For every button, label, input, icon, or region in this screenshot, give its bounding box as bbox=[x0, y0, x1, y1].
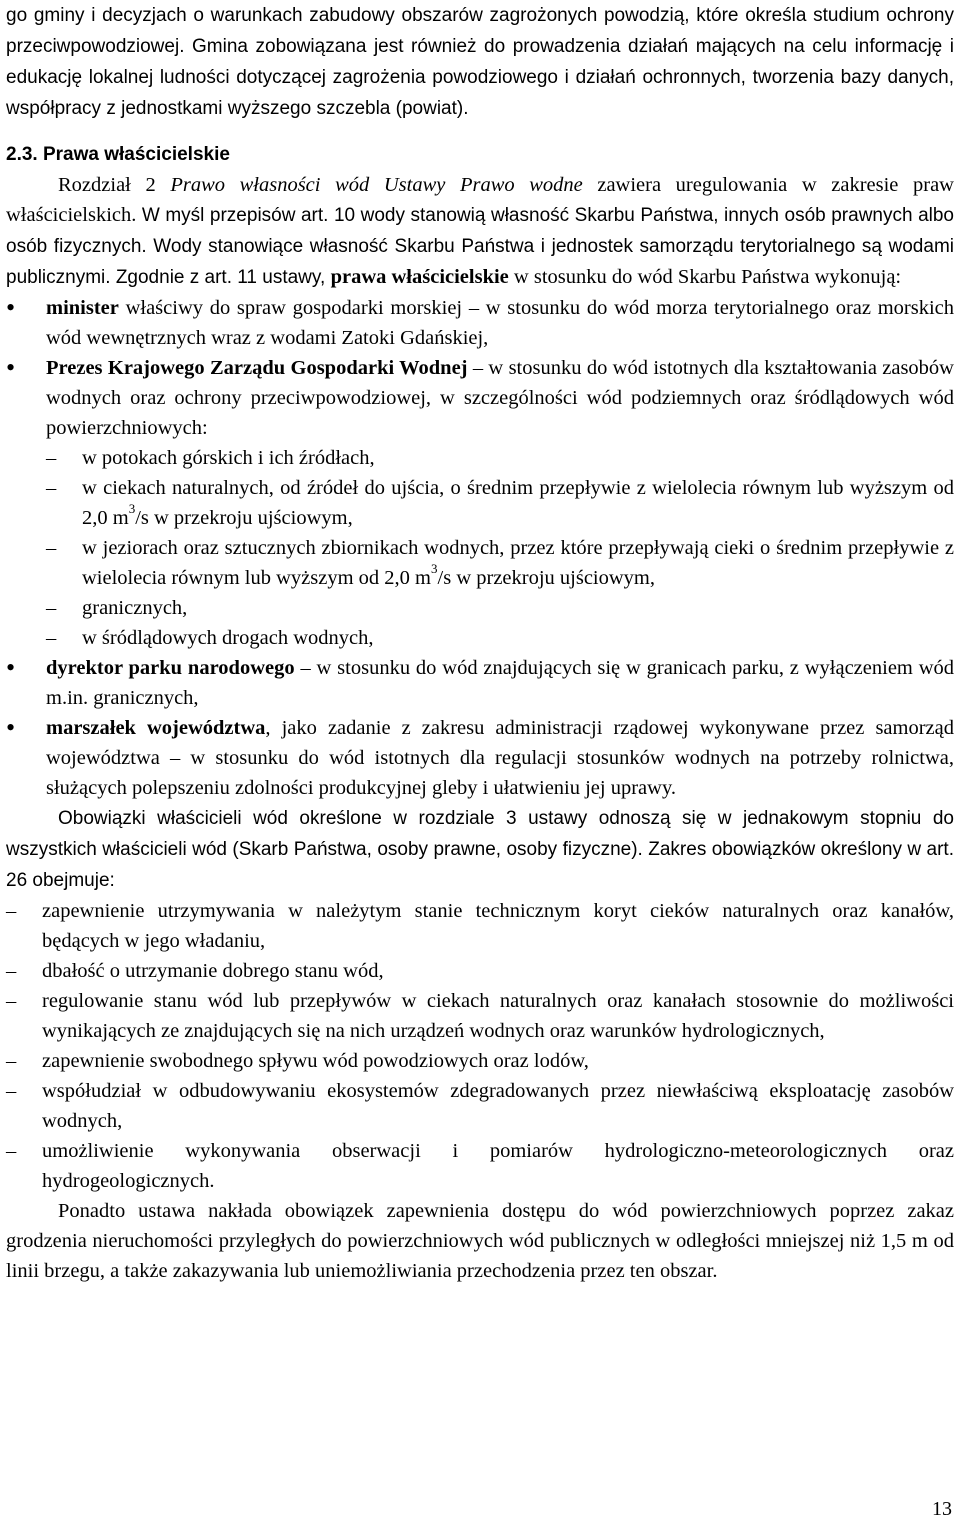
holder-name: dyrektor parku narodowego bbox=[46, 657, 295, 679]
document-body bbox=[6, 0, 954, 1286]
list-item bbox=[46, 533, 954, 593]
prezes-sublist bbox=[46, 443, 954, 653]
obligations-text-1: Obowiązki właścicieli wód określone w rozdziale 3 ustawy odnoszą się w jednakowym stopniu do wszystkich właścicieli wód (Skarb Państwa, osoby prawne, osoby fizyczne). bbox=[6, 808, 954, 860]
list-item: – zapewnienie utrzymywania w należytym stanie technicznym koryt cieków naturalnych oraz kanałów, będących w jego władaniu, bbox=[6, 896, 954, 956]
rights-intro-bold: prawa właścicielskie bbox=[330, 266, 509, 288]
list-item: – zapewnienie swobodnego spływu wód powodziowych oraz lodów, bbox=[6, 1046, 954, 1076]
holder-scope: właściwy do spraw gospodarki morskiej – w stosunku do wód morza terytorialnego oraz morskich wód wewnętrznych wraz z wodami Zatoki Gdańskiej, bbox=[46, 297, 954, 349]
sub-text: w ciekach naturalnych, od źródeł do ujścia, o średnim przepływie z wielolecia równym lub wyższym od 2,0 m bbox=[82, 477, 954, 529]
list-item: – w potokach górskich i ich źródłach, bbox=[46, 443, 954, 473]
list-item: – dbałość o utrzymanie dobrego stanu wód, bbox=[6, 956, 954, 986]
rights-holders-list-continued bbox=[6, 653, 954, 803]
rights-intro-paragraph bbox=[6, 170, 954, 293]
intro-paragraph bbox=[6, 0, 954, 124]
holder-name: marszałek województwa bbox=[46, 717, 266, 739]
sub-text: /s w przekroju ujściowym, bbox=[135, 507, 353, 529]
list-item bbox=[6, 713, 954, 803]
list-item bbox=[6, 353, 954, 443]
sub-text: /s w przekroju ujściowym, bbox=[437, 567, 656, 589]
holder-scope: , jako zadanie z zakresu administracji rządowej wykonywane przez samorząd województwa – w stosunku do wód istotnych dla regulacji stosunków wodnych na potrzeby rolnictwa, służących polepszeniu zdolności produkcyjnej gleby i ułatwieniu jej uprawy. bbox=[46, 717, 954, 799]
list-item bbox=[6, 653, 954, 713]
intro-text-1: go gminy i decyzjach o warunkach zabudowy obszarów zagrożonych powodzią, które określa studium ochrony przeciwpowodziowej. bbox=[6, 5, 954, 57]
rights-intro-b: zawiera uregulowania w zakresie praw właścicielskich. bbox=[6, 174, 954, 226]
sub-text: w jeziorach oraz sztucznych zbiornikach wodnych, przez które przepływają cieki o średnim przepływie z wielolecia równym lub wyższym od 2,0 m bbox=[82, 537, 954, 589]
holder-name: minister bbox=[46, 297, 119, 319]
rights-intro-end: w stosunku do wód Skarbu Państwa wykonują: bbox=[508, 266, 902, 288]
superscript: 3 bbox=[431, 561, 438, 577]
list-item: – współudział w odbudowywaniu ekosystemów zdegradowanych przez niewłaściwą eksploatację zasobów wodnych, bbox=[6, 1076, 954, 1136]
rights-intro-sans: W myśl przepisów art. 10 wody stanowią własność Skarbu Państwa, innych osób prawnych albo osób fizycznych. Wody stanowiące własność Skarbu Państwa i jednostek samorządu terytorialnego są wodami publicznymi. Zgodnie z art. 11 ustawy, bbox=[6, 205, 954, 288]
obligations-list bbox=[6, 896, 954, 1196]
rights-holders-list bbox=[6, 293, 954, 443]
holder-scope: – w stosunku do wód znajdujących się w granicach parku, z wyłączeniem wód m.in. granicznych, bbox=[46, 657, 955, 709]
list-item bbox=[6, 293, 954, 353]
superscript: 3 bbox=[128, 501, 136, 517]
list-item: – regulowanie stanu wód lub przepływów w ciekach naturalnych oraz kanałach stosownie do możliwości wynikających ze znajdujących się na nich urządzeń wodnych oraz warunków hydrologicznych, bbox=[6, 986, 954, 1046]
obligations-text-2: Zakres obowiązków określony w art. 26 obejmuje: bbox=[6, 839, 954, 891]
list-item: – umożliwienie wykonywania obserwacji i pomiarów hydrologiczno-meteorologicznych oraz hydrogeologicznych. bbox=[6, 1136, 954, 1196]
rights-intro-a: Rozdział 2 bbox=[58, 174, 171, 196]
act-title-italic: Prawo własności wód Ustawy Prawo wodne bbox=[170, 174, 583, 196]
list-item bbox=[46, 473, 954, 533]
closing-paragraph: Ponadto ustawa nakłada obowiązek zapewnienia dostępu do wód powierzchniowych poprzez zakaz grodzenia nieruchomości przyległych do powierzchniowych wód publicznych w odległości mniejszej niż 1,5 m od linii brzegu, a także zakazywania lub uniemożliwiania przechodzenia przez ten obszar. bbox=[6, 1200, 954, 1282]
section-heading: 2.3. Prawa właścicielskie bbox=[6, 144, 230, 165]
holder-scope: – w stosunku do wód istotnych dla kształtowania zasobów wodnych oraz ochrony przeciwpowodziowej, w szczególności wód podziemnych oraz śródlądowych wód powierzchniowych: bbox=[46, 357, 954, 439]
holder-name: Prezes Krajowego Zarządu Gospodarki Wodnej bbox=[46, 357, 468, 379]
intro-text-2: Gmina zobowiązana jest również do prowadzenia działań mających na celu informację i edukację lokalnej ludności dotyczącej zagrożenia powodziowego i działań ochronnych, tworzenia bazy danych, współpracy z jednostkami wyższego szczebla (powiat). bbox=[6, 36, 954, 119]
obligations-paragraph bbox=[6, 803, 954, 896]
list-item: – granicznych, bbox=[46, 593, 954, 623]
list-item: – w śródlądowych drogach wodnych, bbox=[46, 623, 954, 653]
page-number: 13 bbox=[932, 1498, 952, 1520]
